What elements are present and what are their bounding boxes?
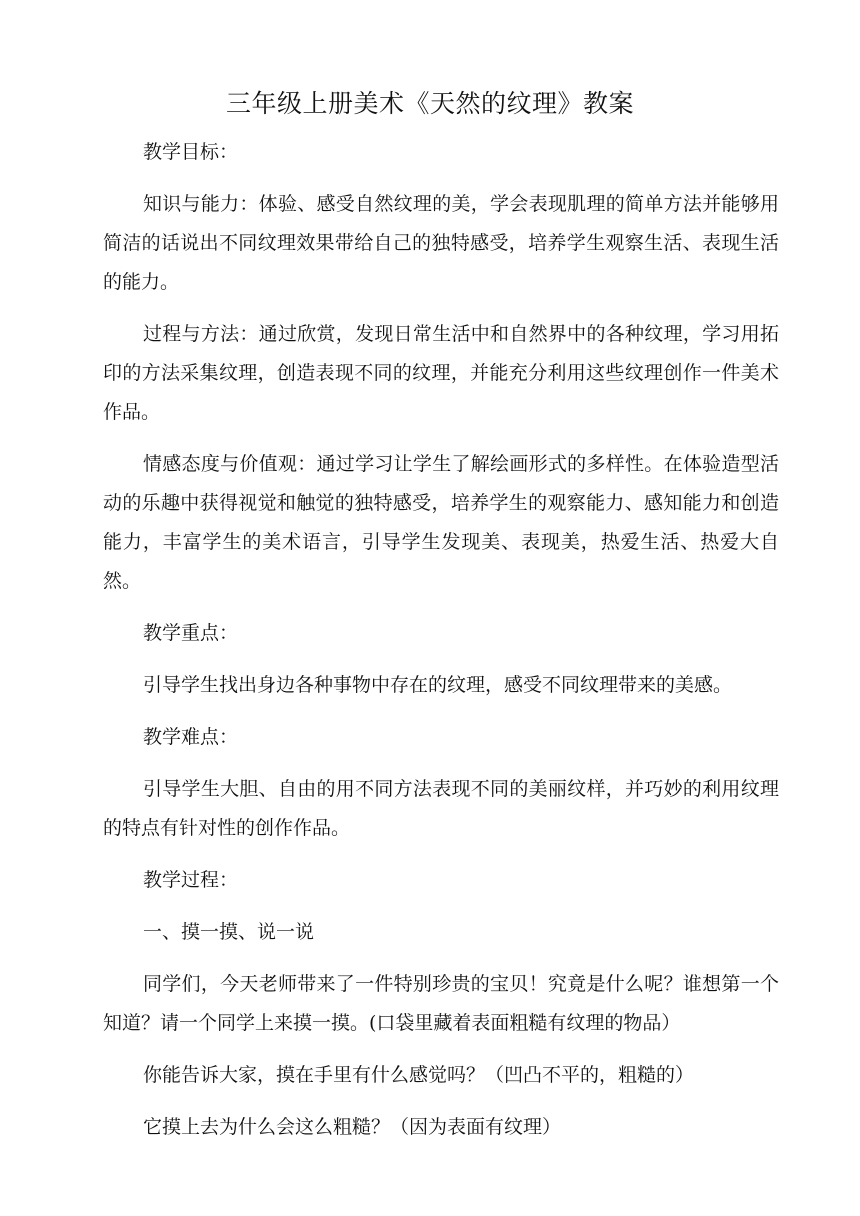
heading-teaching-focus: 教学重点： — [143, 622, 239, 644]
paragraph-teaching-focus: 引导学生找出身边各种事物中存在的纹理，感受不同纹理带来的美感。 — [143, 674, 733, 696]
heading-teaching-process: 教学过程： — [143, 869, 239, 891]
document-body — [103, 133, 779, 1160]
paragraph-knowledge-ability: 知识与能力：体验、感受自然纹理的美，学会表现肌理的简单方法并能够用简洁的话说出不同纹理效果带给自己的独特感受，培养学生观察生活、表现生活的能力。 — [103, 193, 779, 293]
paragraph-intro-treasure: 同学们，今天老师带来了一件特别珍贵的宝贝！究竟是什么呢？谁想第一个知道？请一个同学上来摸一摸。(口袋里藏着表面粗糙有纹理的物品） — [103, 973, 779, 1034]
paragraph-process-method: 过程与方法：通过欣赏，发现日常生活中和自然界中的各种纹理，学习用拓印的方法采集纹理，创造表现不同的纹理，并能充分利用这些纹理创作一件美术作品。 — [103, 323, 779, 423]
paragraph-question-rough: 它摸上去为什么会这么粗糙？（因为表面有纹理） — [143, 1116, 562, 1138]
paragraph-teaching-difficulty: 引导学生大胆、自由的用不同方法表现不同的美丽纹样，并巧妙的利用纹理的特点有针对性的创作作品。 — [103, 778, 779, 839]
heading-teaching-goals: 教学目标： — [143, 141, 239, 163]
paragraph-emotion-values: 情感态度与价值观：通过学习让学生了解绘画形式的多样性。在体验造型活动的乐趣中获得视觉和触觉的独特感受，培养学生的观察能力、感知能力和创造能力，丰富学生的美术语言，引导学生发现美、表现美，热爱生活、热爱大自然。 — [103, 453, 779, 592]
paragraph-question-feeling: 你能告诉大家，摸在手里有什么感觉吗？（凹凸不平的，粗糙的） — [143, 1064, 695, 1086]
section-heading-touch-and-talk: 一、摸一摸、说一说 — [143, 921, 315, 943]
document-title: 三年级上册美术《天然的纹理》教案 — [225, 89, 634, 118]
heading-teaching-difficulty: 教学难点： — [143, 726, 239, 748]
